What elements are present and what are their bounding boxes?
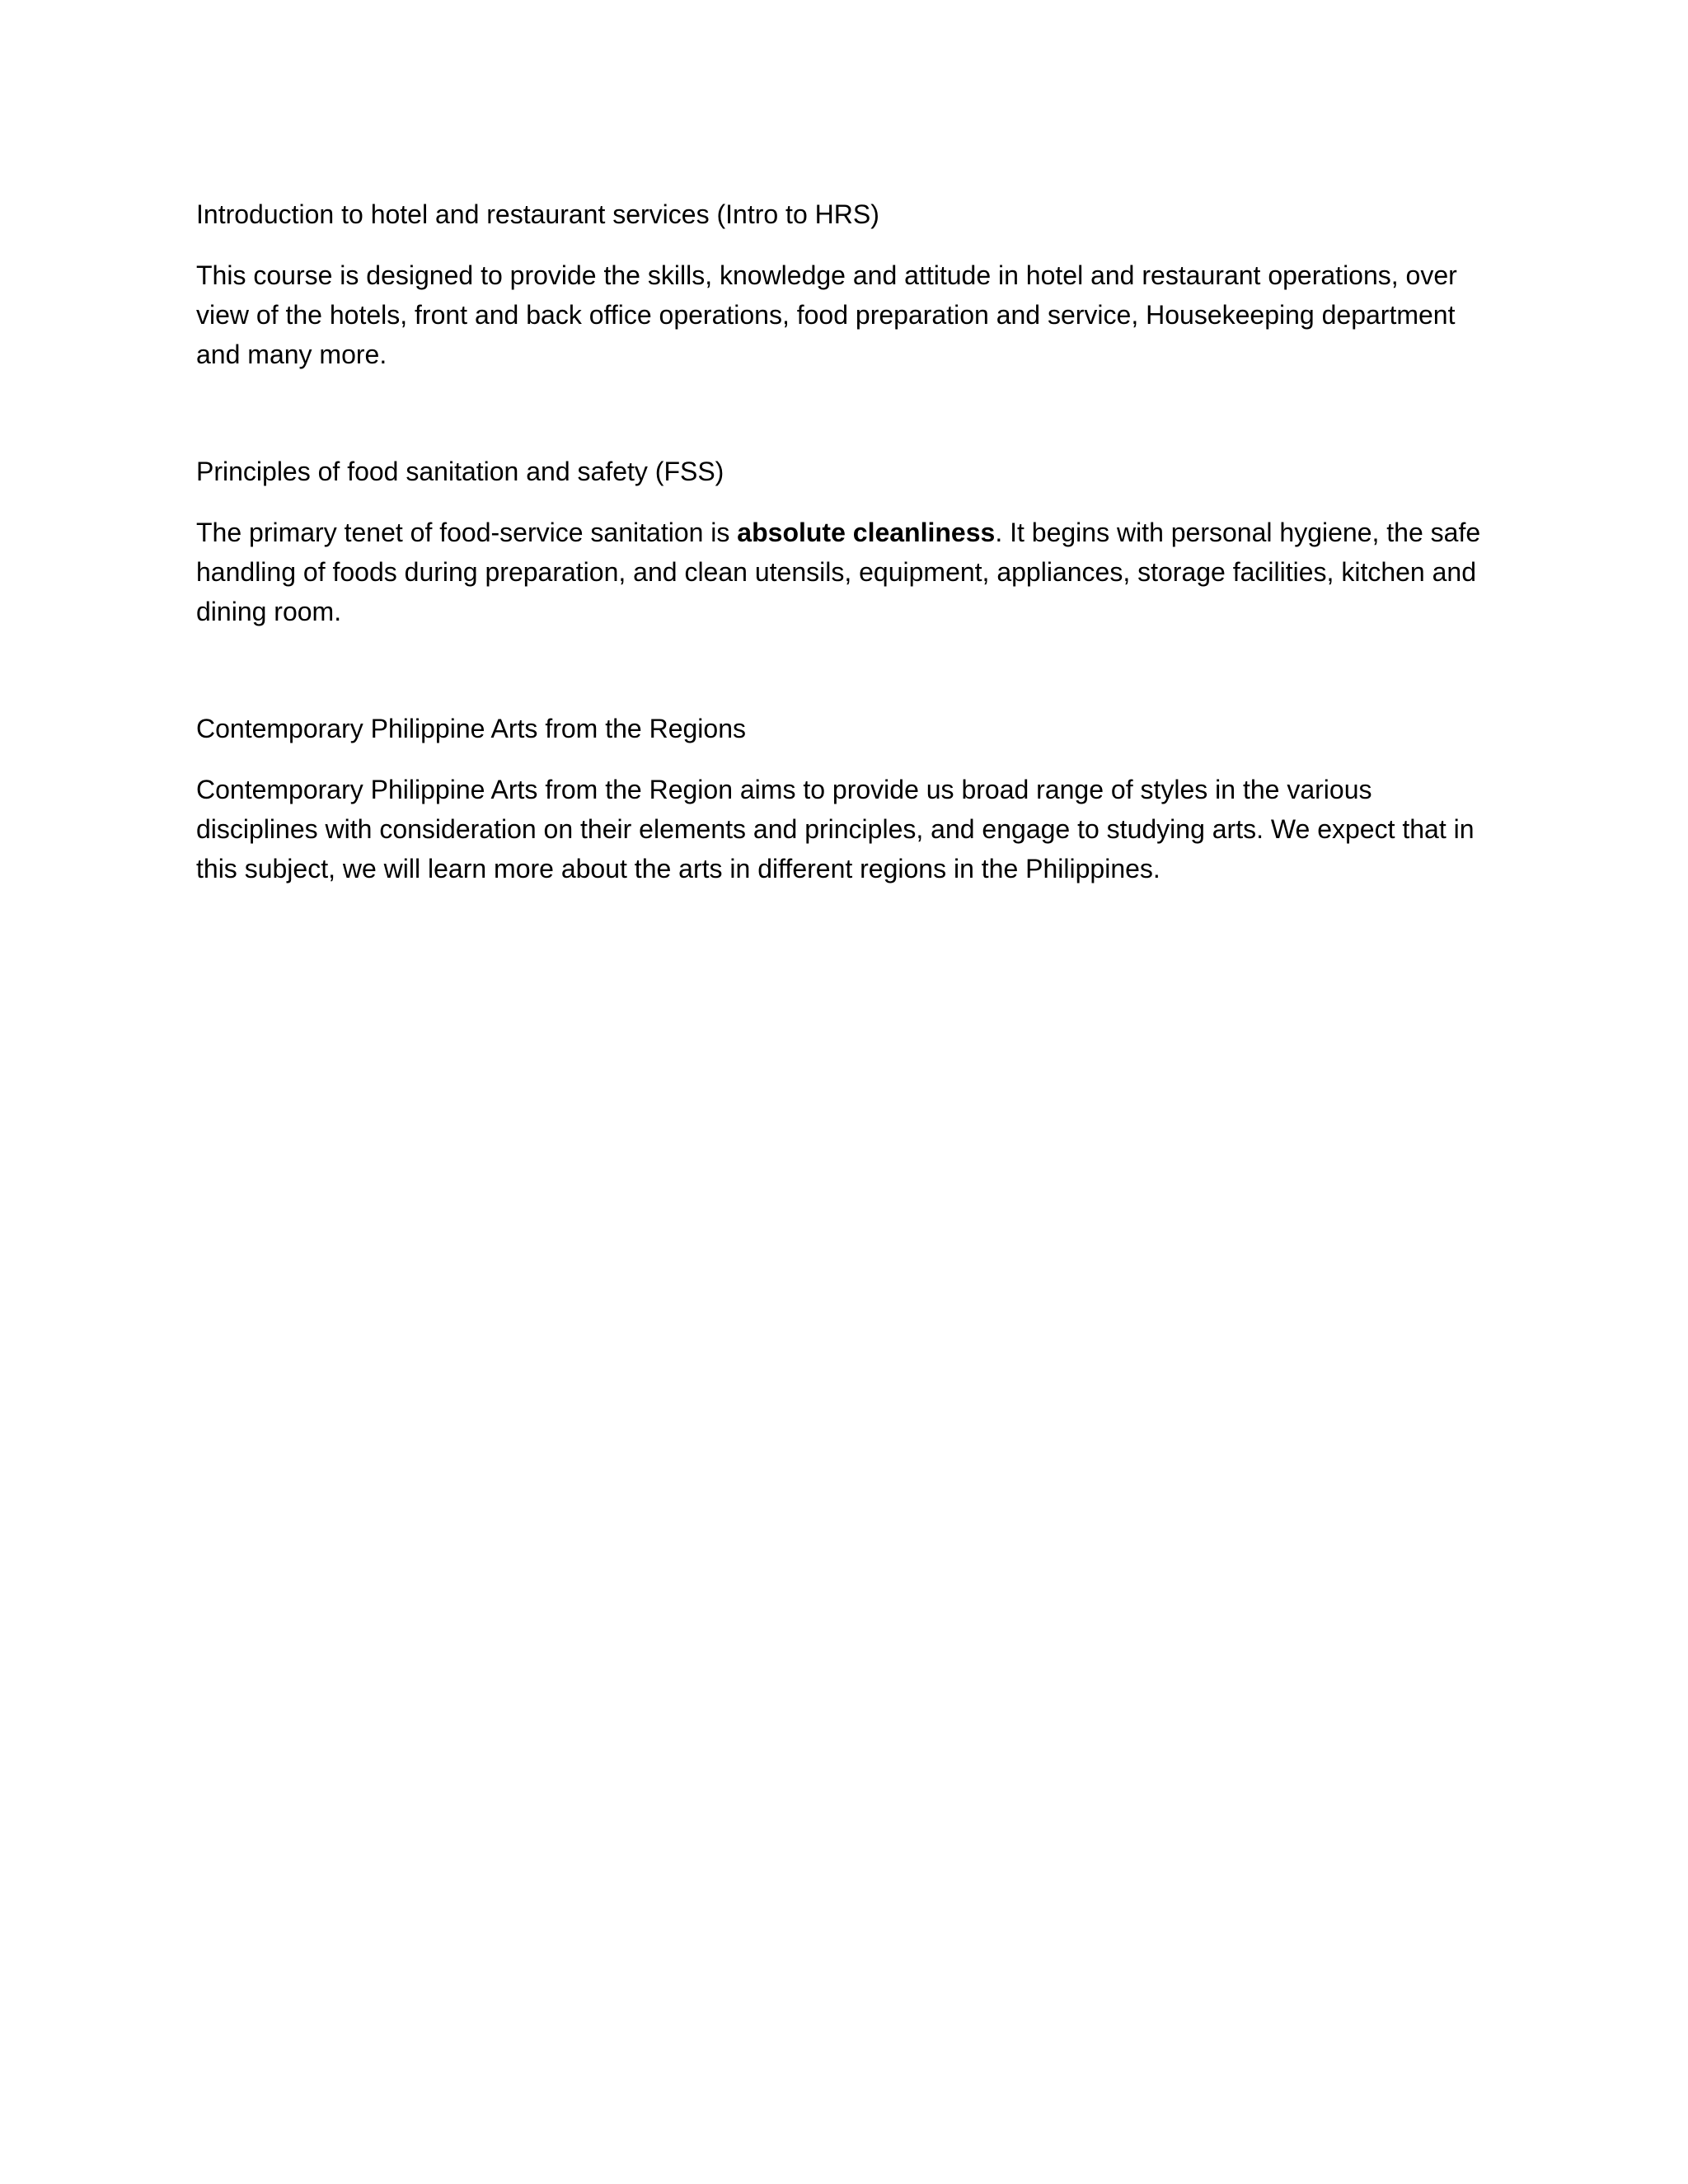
section-body-text: The primary tenet of food-service sanitation is <box>196 518 738 547</box>
document-content <box>196 194 1498 966</box>
section-philippine-arts <box>196 709 1498 888</box>
section-body-bold-text: absolute cleanliness <box>737 518 996 547</box>
section-body-text: . It begins with personal hygiene, the safe handling of foods during preparation, and clean utensils, equipment, appliances, storage facilities, kitchen and dining room. <box>196 518 1481 626</box>
section-title: Introduction to hotel and restaurant services (Intro to HRS) <box>196 199 879 229</box>
section-title: Contemporary Philippine Arts from the Regions <box>196 714 746 743</box>
section-title: Principles of food sanitation and safety (FSS) <box>196 457 724 486</box>
section-intro-hrs <box>196 194 1498 374</box>
section-body <box>196 513 1498 631</box>
section-body: This course is designed to provide the skills, knowledge and attitude in hotel and restaurant operations, over view of the hotels, front and back office operations, food preparation and service, Housekeeping department and many more. <box>196 260 1457 369</box>
section-food-sanitation <box>196 452 1498 631</box>
section-body: Contemporary Philippine Arts from the Region aims to provide us broad range of styles in the various disciplines with consideration on their elements and principles, and engage to studying arts. We expect that in this subject, we will learn more about the arts in different regions in the Philippines. <box>196 775 1475 883</box>
